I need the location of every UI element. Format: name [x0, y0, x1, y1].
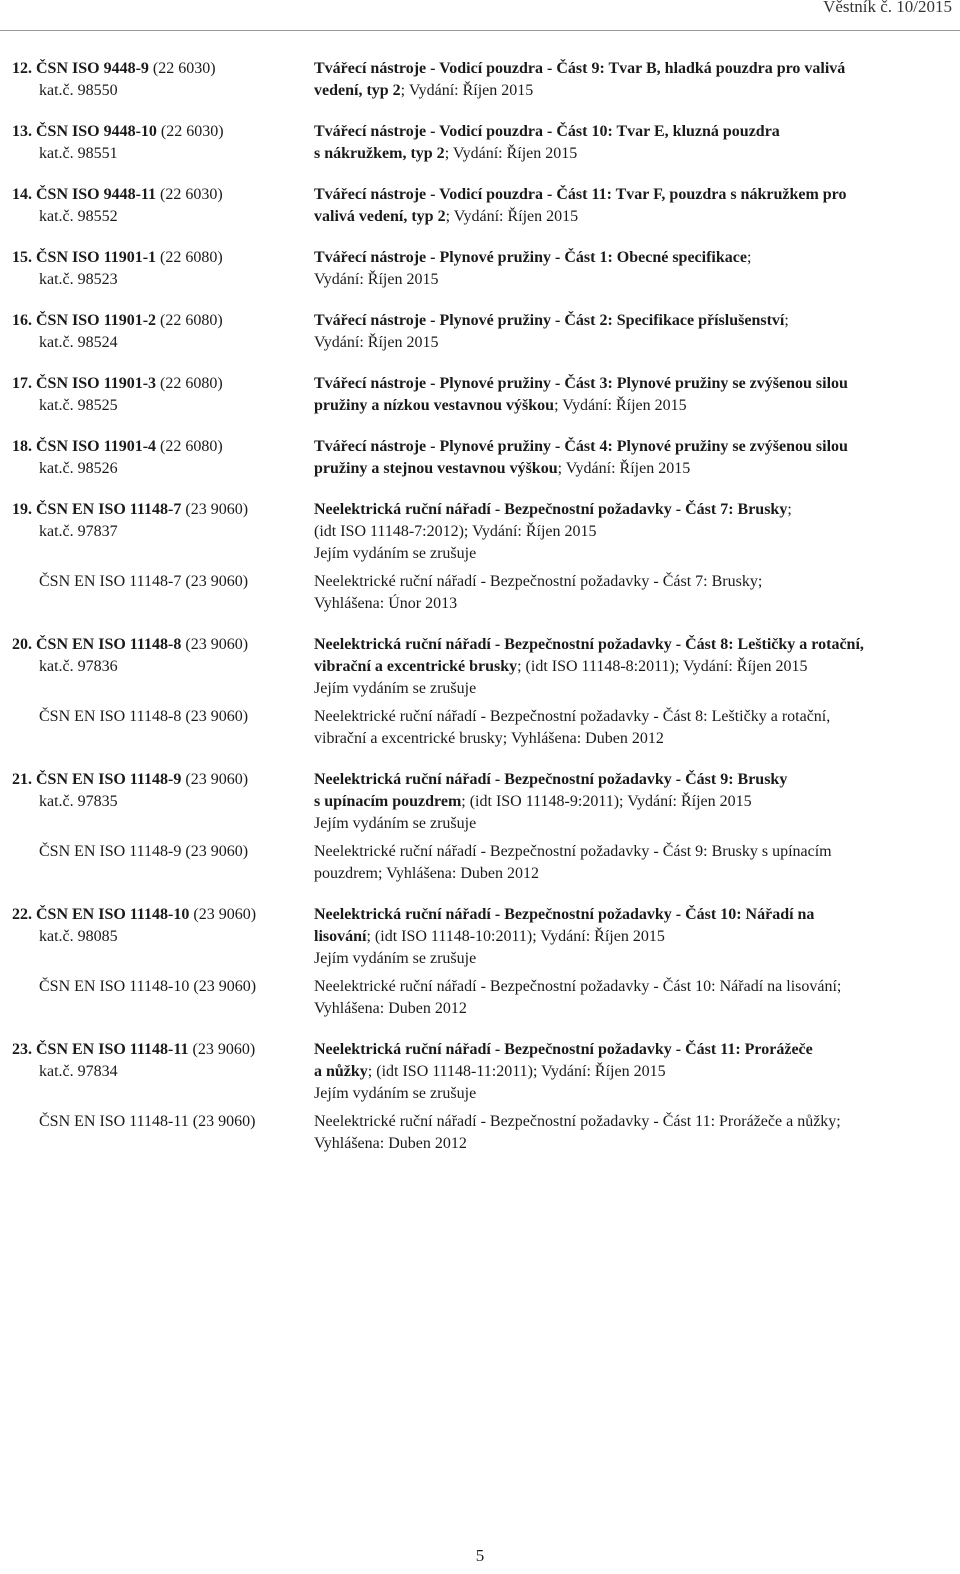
entry-identifier: [0, 58, 314, 102]
title-segment: Neelektrická ruční nářadí - Bezpečnostní požadavky - Část 8: Leštičky a rotační,: [314, 636, 864, 653]
title-segment: ;: [784, 312, 789, 329]
classification-mark: (23 9060): [181, 771, 249, 788]
title-line: [314, 269, 954, 291]
replaced-standard: [0, 706, 960, 750]
replaced-title-line: Vyhlášena: Únor 2013: [314, 595, 458, 612]
title-segment: vedení, typ 2: [314, 82, 401, 99]
title-segment: Vydání: Říjen 2015: [314, 334, 439, 351]
title-line: [314, 948, 954, 970]
title-segment: ; (idt ISO 11148-11:2011); Vydání: Říjen 2015: [367, 1063, 666, 1080]
classification-mark: (22 6030): [156, 123, 224, 140]
replaced-standard: [0, 976, 960, 1020]
title-line: [314, 373, 954, 395]
entry-row: [0, 121, 960, 165]
standard-title: [314, 58, 954, 102]
replaced-standard-title: [314, 976, 954, 1020]
standard-entry: [0, 121, 960, 165]
title-segment: ; Vydání: Říjen 2015: [554, 397, 687, 414]
replaced-standard-code: ČSN EN ISO 11148-11 (23 9060): [39, 1113, 256, 1130]
entry-identifier: [0, 634, 314, 700]
entry-number: 20.: [12, 636, 32, 653]
title-line: [314, 521, 954, 543]
replaced-title-line: Neelektrické ruční nářadí - Bezpečnostní požadavky - Část 11: Prorážeče a nůžky;: [314, 1113, 841, 1130]
title-line: [314, 310, 954, 332]
title-segment: lisování: [314, 928, 367, 945]
title-line: [314, 926, 954, 948]
entry-identifier: [0, 247, 314, 291]
entry-identifier: [0, 436, 314, 480]
entry-code-line: [12, 184, 314, 206]
replaced-title-line: Neelektrické ruční nářadí - Bezpečnostní požadavky - Část 7: Brusky;: [314, 573, 763, 590]
standard-title: [314, 310, 954, 354]
entry-identifier: [0, 184, 314, 228]
title-segment: ; Vydání: Říjen 2015: [445, 208, 579, 225]
standard-code: ČSN EN ISO 11148-9: [36, 771, 182, 788]
standard-code: ČSN ISO 9448-9: [36, 60, 149, 77]
entry-number: 23.: [12, 1041, 32, 1058]
entry-code-line: [12, 904, 314, 926]
replaced-standard-code: ČSN EN ISO 11148-9 (23 9060): [39, 843, 249, 860]
entry-code-line: [12, 499, 314, 521]
replaced-title-line: pouzdrem; Vyhlášena: Duben 2012: [314, 865, 539, 882]
standard-entry: [0, 1039, 960, 1155]
title-line: [314, 58, 954, 80]
standard-title: [314, 373, 954, 417]
catalog-number: kat.č. 98085: [39, 928, 118, 945]
title-line: [314, 332, 954, 354]
title-line: [314, 1039, 954, 1061]
standards-list: [0, 58, 960, 1155]
title-line: [314, 678, 954, 700]
title-segment: Jejím vydáním se zrušuje: [314, 545, 477, 562]
classification-mark: (22 6080): [156, 249, 223, 266]
standard-entry: [0, 310, 960, 354]
title-line: [314, 184, 954, 206]
entry-identifier: [0, 499, 314, 565]
entry-row: [0, 634, 960, 700]
title-segment: ;: [746, 249, 752, 266]
replaced-standard: [0, 571, 960, 615]
replaced-standard-title: [314, 571, 954, 615]
title-line: [314, 395, 954, 417]
standard-entry: [0, 373, 960, 417]
standard-title: [314, 634, 954, 700]
entry-code-line: [12, 373, 314, 395]
catalog-number: kat.č. 98526: [39, 460, 118, 477]
replaced-title-line: vibrační a excentrické brusky; Vyhlášena: Duben 2012: [314, 730, 664, 747]
catalog-number: kat.č. 98550: [39, 82, 118, 99]
title-line: [314, 247, 954, 269]
entry-identifier: [0, 904, 314, 970]
replaced-standard: [0, 841, 960, 885]
title-line: [314, 206, 954, 228]
catalog-number: kat.č. 97835: [39, 793, 118, 810]
entry-number: 17.: [12, 375, 32, 392]
classification-mark: (22 6080): [156, 312, 223, 329]
catalog-number: kat.č. 97834: [39, 1063, 118, 1080]
title-line: [314, 1061, 954, 1083]
replaced-standard-code: ČSN EN ISO 11148-7 (23 9060): [39, 573, 249, 590]
entry-code-line: [12, 247, 314, 269]
title-line: [314, 813, 954, 835]
standard-code: ČSN EN ISO 11148-7: [36, 501, 182, 518]
classification-mark: (22 6030): [156, 186, 223, 203]
entry-row: [0, 58, 960, 102]
replaced-standard-title: [314, 1111, 954, 1155]
entry-row: [0, 247, 960, 291]
entry-number: 14.: [12, 186, 32, 203]
title-line: [314, 499, 954, 521]
title-segment: (idt ISO 11148-7:2012); Vydání: Říjen 2015: [314, 523, 597, 540]
entry-row: [0, 373, 960, 417]
title-segment: Jejím vydáním se zrušuje: [314, 680, 477, 697]
title-segment: Jejím vydáním se zrušuje: [314, 1085, 477, 1102]
entry-row: [0, 436, 960, 480]
entry-identifier: [0, 769, 314, 835]
title-line: [314, 634, 954, 656]
catalog-number: kat.č. 98552: [39, 208, 118, 225]
title-line: [314, 458, 954, 480]
entry-identifier: [0, 1039, 314, 1105]
title-line: [314, 121, 954, 143]
standard-code: ČSN ISO 11901-4: [36, 438, 157, 455]
standard-entry: [0, 634, 960, 750]
standard-entry: [0, 436, 960, 480]
entry-number: 19.: [12, 501, 32, 518]
title-segment: ; Vydání: Říjen 2015: [444, 145, 578, 162]
standard-entry: [0, 499, 960, 615]
standard-entry: [0, 769, 960, 885]
header-divider: [0, 30, 960, 31]
title-segment: pružiny a nízkou vestavnou výškou: [314, 397, 555, 414]
classification-mark: (23 9060): [181, 501, 249, 518]
catalog-number: kat.č. 98523: [39, 271, 118, 288]
classification-mark: (23 9060): [188, 1041, 256, 1058]
standard-title: [314, 247, 954, 291]
classification-mark: (22 6030): [148, 60, 216, 77]
standard-entry: [0, 58, 960, 102]
title-segment: Jejím vydáním se zrušuje: [314, 950, 477, 967]
standard-code: ČSN ISO 9448-10: [36, 123, 157, 140]
entry-number: 12.: [12, 60, 32, 77]
title-segment: valivá vedení, typ 2: [314, 208, 446, 225]
entry-row: [0, 499, 960, 565]
standard-title: [314, 184, 954, 228]
title-segment: s nákružkem, typ 2: [314, 145, 445, 162]
title-segment: Tvářecí nástroje - Plynové pružiny - Část 3: Plynové pružiny se zvýšenou silou: [314, 375, 848, 392]
title-line: [314, 656, 954, 678]
title-segment: ;: [787, 501, 792, 518]
catalog-number: kat.č. 97836: [39, 658, 118, 675]
title-segment: ; (idt ISO 11148-8:2011); Vydání: Říjen 2015: [517, 658, 808, 675]
classification-mark: (22 6080): [156, 375, 223, 392]
classification-mark: (23 9060): [189, 906, 257, 923]
entry-row: [0, 904, 960, 970]
replaced-title-line: Neelektrické ruční nářadí - Bezpečnostní požadavky - Část 8: Leštičky a rotační,: [314, 708, 831, 725]
standard-code: ČSN ISO 11901-2: [36, 312, 157, 329]
standard-title: [314, 121, 954, 165]
title-segment: ; (idt ISO 11148-10:2011); Vydání: Říjen 2015: [366, 928, 665, 945]
title-line: [314, 436, 954, 458]
title-segment: Neelektrická ruční nářadí - Bezpečnostní požadavky - Část 9: Brusky: [314, 771, 788, 788]
entry-code-line: [12, 310, 314, 332]
title-segment: Tvářecí nástroje - Vodicí pouzdra - Část 9: Tvar B, hladká pouzdra pro valivá: [314, 60, 846, 77]
standard-entry: [0, 904, 960, 1020]
entry-code-line: [12, 634, 314, 656]
standard-entry: [0, 247, 960, 291]
standard-code: ČSN ISO 11901-1: [36, 249, 157, 266]
entry-row: [0, 310, 960, 354]
entry-number: 18.: [12, 438, 32, 455]
replaced-title-line: Neelektrické ruční nářadí - Bezpečnostní požadavky - Část 10: Nářadí na lisování;: [314, 978, 842, 995]
standard-entry: [0, 184, 960, 228]
catalog-number: kat.č. 98524: [39, 334, 118, 351]
entry-identifier: [0, 310, 314, 354]
replaced-standard-title: [314, 841, 954, 885]
title-segment: ; (idt ISO 11148-9:2011); Vydání: Říjen 2015: [461, 793, 752, 810]
entry-number: 15.: [12, 249, 32, 266]
title-segment: s upínacím pouzdrem: [314, 793, 462, 810]
standard-code: ČSN ISO 11901-3: [36, 375, 157, 392]
title-segment: pružiny a stejnou vestavnou výškou: [314, 460, 558, 477]
title-segment: Tvářecí nástroje - Plynové pružiny - Část 2: Specifikace příslušenství: [314, 312, 785, 329]
entry-code-line: [12, 1039, 314, 1061]
replaced-title-line: Vyhlášena: Duben 2012: [314, 1135, 467, 1152]
entry-row: [0, 1039, 960, 1105]
page-number: 5: [475, 1546, 485, 1565]
entry-number: 16.: [12, 312, 32, 329]
classification-mark: (23 9060): [181, 636, 249, 653]
entry-code-line: [12, 58, 314, 80]
replaced-standard: [0, 1111, 960, 1155]
title-segment: ; Vydání: Říjen 2015: [557, 460, 691, 477]
entry-code-line: [12, 769, 314, 791]
replaced-standard-code: ČSN EN ISO 11148-8 (23 9060): [39, 708, 249, 725]
standard-code: ČSN EN ISO 11148-10: [36, 906, 190, 923]
title-segment: ; Vydání: Říjen 2015: [400, 82, 534, 99]
title-segment: a nůžky: [314, 1063, 368, 1080]
title-line: [314, 1083, 954, 1105]
replaced-standard-code: ČSN EN ISO 11148-10 (23 9060): [39, 978, 257, 995]
replaced-standard-title: [314, 706, 954, 750]
entry-code-line: [12, 436, 314, 458]
title-line: [314, 904, 954, 926]
title-segment: Tvářecí nástroje - Plynové pružiny - Část 4: Plynové pružiny se zvýšenou silou: [314, 438, 848, 455]
title-line: [314, 769, 954, 791]
title-line: [314, 791, 954, 813]
entry-number: 22.: [12, 906, 32, 923]
entry-row: [0, 184, 960, 228]
replaced-title-line: Neelektrické ruční nářadí - Bezpečnostní požadavky - Část 9: Brusky s upínacím: [314, 843, 832, 860]
title-line: [314, 543, 954, 565]
title-line: [314, 80, 954, 102]
title-segment: Tvářecí nástroje - Vodicí pouzdra - Část 11: Tvar F, pouzdra s nákružkem pro: [314, 186, 847, 203]
catalog-number: kat.č. 98525: [39, 397, 118, 414]
entry-identifier: [0, 121, 314, 165]
title-line: [314, 143, 954, 165]
standard-title: [314, 499, 954, 565]
title-segment: vibrační a excentrické brusky: [314, 658, 518, 675]
catalog-number: kat.č. 97837: [39, 523, 118, 540]
standard-title: [314, 1039, 954, 1105]
title-segment: Neelektrická ruční nářadí - Bezpečnostní požadavky - Část 10: Nářadí na: [314, 906, 815, 923]
standard-title: [314, 436, 954, 480]
entry-code-line: [12, 121, 314, 143]
title-segment: Neelektrická ruční nářadí - Bezpečnostní požadavky - Část 11: Prorážeče: [314, 1041, 813, 1058]
entry-identifier: [0, 373, 314, 417]
standard-code: ČSN ISO 9448-11: [36, 186, 157, 203]
replaced-title-line: Vyhlášena: Duben 2012: [314, 1000, 467, 1017]
standard-code: ČSN EN ISO 11148-8: [36, 636, 182, 653]
entry-row: [0, 769, 960, 835]
entry-number: 21.: [12, 771, 32, 788]
standard-code: ČSN EN ISO 11148-11: [36, 1041, 189, 1058]
standard-title: [314, 904, 954, 970]
title-segment: Neelektrická ruční nářadí - Bezpečnostní požadavky - Část 7: Brusky: [314, 501, 788, 518]
title-segment: Tvářecí nástroje - Vodicí pouzdra - Část 10: Tvar E, kluzná pouzdra: [314, 123, 780, 140]
title-segment: Vydání: Říjen 2015: [314, 271, 439, 288]
classification-mark: (22 6080): [156, 438, 223, 455]
catalog-number: kat.č. 98551: [39, 145, 118, 162]
standard-title: [314, 769, 954, 835]
title-segment: Jejím vydáním se zrušuje: [314, 815, 477, 832]
entry-number: 13.: [12, 123, 32, 140]
title-segment: Tvářecí nástroje - Plynové pružiny - Část 1: Obecné specifikace: [314, 249, 747, 266]
bulletin-title: Věstník č. 10/2015: [823, 0, 952, 16]
